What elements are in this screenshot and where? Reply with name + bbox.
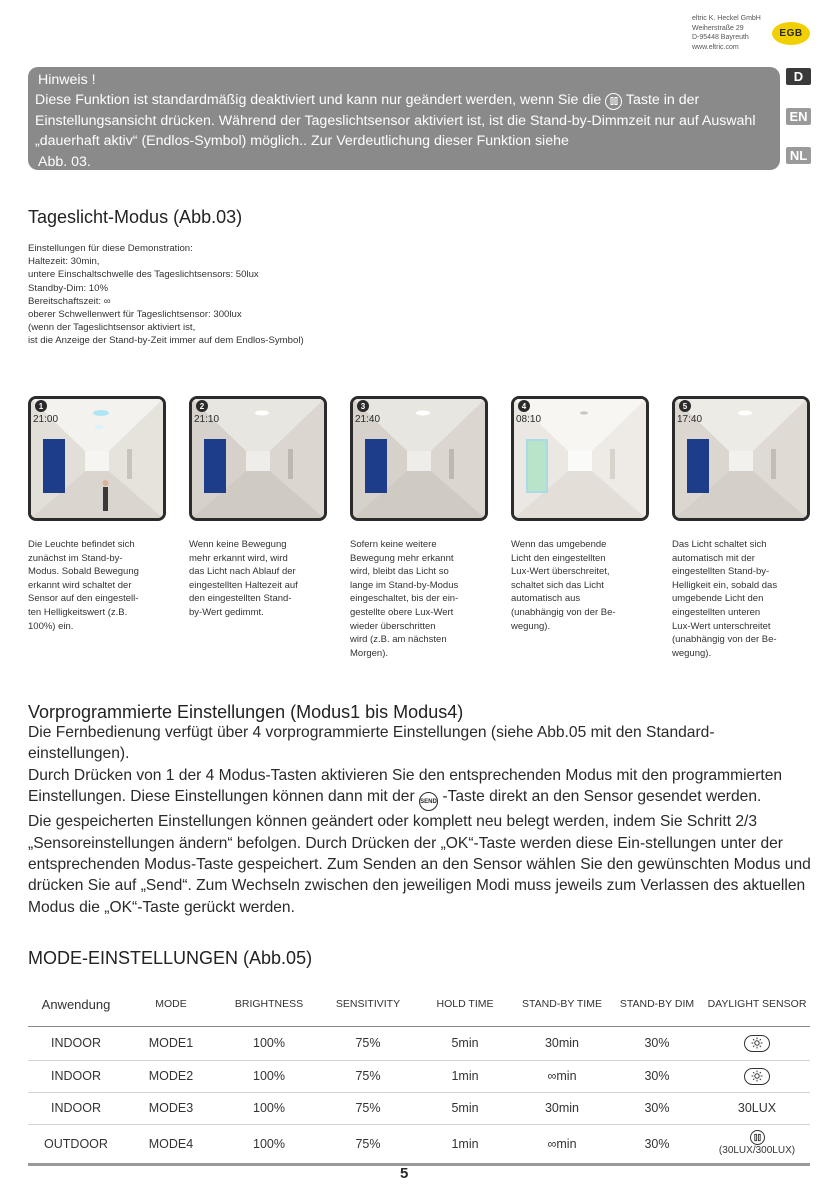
step-number: 1 <box>35 400 47 412</box>
cell-standby-dim: 30% <box>610 1092 704 1124</box>
egb-logo <box>772 22 810 45</box>
header-cell: Anwendung <box>28 984 124 1026</box>
caption-line: eingestellten Haltezeit auf <box>189 579 298 591</box>
cell-standby-time: ∞min <box>514 1060 610 1092</box>
caption-line: by-Wert gedimmt. <box>189 606 264 618</box>
settings-line: Einstellungen für diese Demonstration: <box>28 243 193 254</box>
cell-brightness: 100% <box>218 1026 320 1060</box>
notice-title: Hinweis ! <box>38 72 96 88</box>
caption-line: Morgen). <box>350 647 389 659</box>
language-tab-nl[interactable] <box>786 147 811 164</box>
cell-brightness: 100% <box>218 1060 320 1092</box>
header-cell: BRIGHTNESS <box>218 984 320 1026</box>
notice-box <box>28 67 780 170</box>
caption-line: umgebende Licht den <box>672 593 764 605</box>
caption-line: 100%) ein. <box>28 620 74 632</box>
panel-time: 08:10 <box>516 414 542 425</box>
caption-line: wird, bleibt das Licht so <box>350 566 449 578</box>
table-header-row <box>28 984 810 1026</box>
header-cell: MODE <box>124 984 218 1026</box>
settings-line: ist die Anzeige der Stand-by-Zeit immer auf dem Endlos-Symbol) <box>28 335 304 347</box>
preprog-text: -Taste direkt an den Sensor gesendet werden. <box>442 787 762 805</box>
header-cell: DAYLIGHT SENSOR <box>704 984 810 1026</box>
settings-line: (wenn der Tageslichtsensor aktiviert ist, <box>28 322 196 334</box>
panel-caption-3 <box>350 538 482 660</box>
caption-line: wegung). <box>511 620 551 632</box>
preprog-paragraph: Die Fernbedienung verfügt über 4 vorprogrammierte Einstellungen (siehe Abb.05 mit den Standard-einstellungen). <box>28 724 715 763</box>
caption-line: eingeschaltet, bis der ein- <box>350 593 459 605</box>
settings-line: untere Einschaltschwelle des Tageslichtsensors: 50lux <box>28 269 259 281</box>
preprog-body <box>28 722 812 918</box>
caption-line: eingestellten unteren <box>672 606 761 618</box>
cell-hold-time: 5min <box>416 1026 514 1060</box>
language-tab-en[interactable] <box>786 108 811 125</box>
daylight-lux-range: (30LUX/300LUX) <box>718 1145 796 1156</box>
cell-hold-time: 1min <box>416 1124 514 1164</box>
language-label: EN <box>789 109 808 124</box>
caption-line: Wenn keine Bewegung <box>189 539 287 550</box>
caption-line: Die Leuchte befindet sich <box>28 539 135 550</box>
caption-line: den eingestellten Stand- <box>189 593 292 605</box>
cell-standby-dim: 30% <box>610 1124 704 1164</box>
notice-text-part: Taste in der Einstellungsansicht drücken. Während der Tageslichtsensor aktiviert ist, ist die Stand-by-Dimmzeit nur auf Auswahl „dauerhaft aktiv“ (Endlos-Symbol) möglich.. Zur Verdeutlichung dieser Funktion siehe <box>35 92 756 150</box>
corridor-panel-3 <box>350 396 488 521</box>
caption-line: schaltet sich das Licht <box>511 579 604 591</box>
caption-line: (unabhängig von der Be- <box>672 634 777 646</box>
company-line: eltric K. Heckel GmbH <box>692 15 761 22</box>
cell-daylight-sensor: 30LUX <box>704 1092 810 1124</box>
panel-caption-5 <box>672 538 804 660</box>
caption-line: Lux-Wert unterschreitet <box>672 620 771 632</box>
caption-line: Lux-Wert überschreitet, <box>511 566 610 578</box>
send-key-icon: SEND <box>419 792 438 811</box>
settings-line: Standby-Dim: 10% <box>28 282 108 294</box>
caption-line: Licht den eingestellten <box>511 552 606 564</box>
cell-mode: MODE3 <box>124 1092 218 1124</box>
header-cell: STAND-BY TIME <box>514 984 610 1026</box>
settings-line: Bereitschaftszeit: ∞ <box>28 295 111 307</box>
page-number: 5 <box>400 1165 409 1182</box>
caption-line: Helligkeit ein, sobald das <box>672 579 778 591</box>
step-number: 2 <box>196 400 208 412</box>
caption-line: (unabhängig von der Be- <box>511 606 616 618</box>
caption-line: eingestellten Stand-by- <box>672 566 770 578</box>
corridor-panel-1 <box>28 396 166 521</box>
preprog-paragraph <box>28 765 812 812</box>
caption-line: zunächst im Stand-by- <box>28 552 123 564</box>
notice-text <box>35 90 772 172</box>
corridor-panel-4 <box>511 396 649 521</box>
sun-icon <box>744 1035 770 1052</box>
caption-line: wird (z.B. am nächsten <box>350 634 447 646</box>
corridor-panel-5 <box>672 396 810 521</box>
caption-line: das Licht nach Ablauf der <box>189 566 296 578</box>
cell-standby-time: ∞min <box>514 1124 610 1164</box>
step-number: 5 <box>679 400 691 412</box>
preprog-text: Durch Drücken von 1 der 4 Modus-Tasten aktivieren Sie den entsprechenden Modus mit den programmierten Einstellungen. Diese Einstellungen können dann mit der <box>28 766 783 805</box>
cell-standby-time: 30min <box>514 1026 610 1060</box>
panel-caption-4 <box>511 538 643 633</box>
caption-line: automatisch mit der <box>672 552 755 564</box>
caption-line: lange im Stand-by-Modus <box>350 579 459 591</box>
cell-sensitivity: 75% <box>320 1060 416 1092</box>
cell-brightness: 100% <box>218 1092 320 1124</box>
language-label: D <box>793 69 804 84</box>
preprog-heading: Vorprogrammierte Einstellungen (Modus1 bis Modus4) <box>28 702 464 722</box>
cell-sensitivity: 75% <box>320 1124 416 1164</box>
company-line: www.eltric.com <box>692 43 739 51</box>
header-cell: HOLD TIME <box>416 984 514 1026</box>
cell-hold-time: 5min <box>416 1092 514 1124</box>
language-tab-de[interactable] <box>786 68 811 85</box>
daylight-mode-heading: Tageslicht-Modus (Abb.03) <box>28 207 243 227</box>
settings-line: oberer Schwellenwert für Tageslichtsensor: 300lux <box>28 309 242 321</box>
cell-standby-dim: 30% <box>610 1026 704 1060</box>
header-cell: STAND-BY DIM <box>610 984 704 1026</box>
corridor-panel-2 <box>189 396 327 521</box>
cell-sensitivity: 75% <box>320 1092 416 1124</box>
caption-line: Modus. Sobald Bewegung <box>28 566 139 578</box>
caption-line: automatisch aus <box>511 593 581 605</box>
notice-text-part: Diese Funktion ist standardmäßig deaktiviert und kann nur geändert werden, wenn Sie die <box>35 92 602 109</box>
daylight-sensor-key-icon <box>750 1130 765 1145</box>
header-cell: SENSITIVITY <box>320 984 416 1026</box>
panel-time: 17:40 <box>677 414 703 425</box>
caption-line: mehr erkannt wird, wird <box>189 552 288 564</box>
company-address <box>692 14 761 52</box>
caption-line: gestellte obere Lux-Wert <box>350 606 454 618</box>
mode-settings-table <box>28 984 810 1166</box>
caption-line: Sensor auf den eingestell- <box>28 593 139 605</box>
sun-icon <box>744 1068 770 1085</box>
daylight-sensor-key-icon <box>605 93 622 110</box>
table-row <box>28 1124 810 1164</box>
panel-time: 21:00 <box>33 414 59 425</box>
caption-line: wegung). <box>672 647 712 659</box>
preprog-paragraph: Die gespeicherten Einstellungen können geändert oder komplett neu belegt werden, indem Sie Schritt 2/3 „Sensoreinstellungen ändern“ befolgen. Durch Drücken der „OK“-Taste werden diese Ein-stellungen unter der entsprechenden Modus-Taste gespeichert. Zum Senden an den Sensor wählen Sie den gewünschten Modus und drücken Sie auf „Send“. Zum Wechseln zwischen den jeweiligen Modi muss jeweils zum Verlassen des aktuellen Modus die „OK“-Taste gerückt werden. <box>28 813 811 916</box>
caption-line: Sofern keine weitere <box>350 539 437 550</box>
cell-mode: MODE4 <box>124 1124 218 1164</box>
cell-mode: MODE1 <box>124 1026 218 1060</box>
settings-line: Haltezeit: 30min, <box>28 256 100 268</box>
cell-mode: MODE2 <box>124 1060 218 1092</box>
cell-application: OUTDOOR <box>28 1124 124 1164</box>
caption-line: erkannt wird schaltet der <box>28 579 132 591</box>
mode-settings-heading: MODE-EINSTELLUNGEN (Abb.05) <box>28 948 313 968</box>
cell-standby-time: 30min <box>514 1092 610 1124</box>
cell-application: INDOOR <box>28 1092 124 1124</box>
caption-line: wieder überschritten <box>350 620 436 632</box>
panel-time: 21:10 <box>194 414 220 425</box>
table-row <box>28 1026 810 1060</box>
cell-daylight-sensor <box>704 1026 810 1060</box>
panel-time: 21:40 <box>355 414 381 425</box>
cell-hold-time: 1min <box>416 1060 514 1092</box>
company-line: D-95448 Bayreuth <box>692 34 749 42</box>
demo-settings <box>28 242 304 348</box>
notice-text-part: Abb. 03. <box>38 153 91 170</box>
step-number: 3 <box>357 400 369 412</box>
cell-sensitivity: 75% <box>320 1026 416 1060</box>
caption-line: Wenn das umgebende <box>511 539 607 550</box>
caption-line: ten Helligkeitswert (z.B. <box>28 606 128 618</box>
cell-application: INDOOR <box>28 1060 124 1092</box>
cell-application: INDOOR <box>28 1026 124 1060</box>
cell-daylight-sensor <box>704 1060 810 1092</box>
caption-line: Bewegung mehr erkannt <box>350 552 454 564</box>
cell-daylight-sensor <box>704 1124 810 1164</box>
table-row <box>28 1092 810 1124</box>
panel-caption-1 <box>28 538 160 633</box>
language-label: NL <box>789 148 808 163</box>
table-row <box>28 1060 810 1092</box>
panel-caption-2 <box>189 538 321 620</box>
logo-text: EGB <box>779 28 803 39</box>
caption-line: Das Licht schaltet sich <box>672 539 767 550</box>
cell-brightness: 100% <box>218 1124 320 1164</box>
step-number: 4 <box>518 400 530 412</box>
company-line: Weiherstraße 29 <box>692 24 744 32</box>
cell-standby-dim: 30% <box>610 1060 704 1092</box>
